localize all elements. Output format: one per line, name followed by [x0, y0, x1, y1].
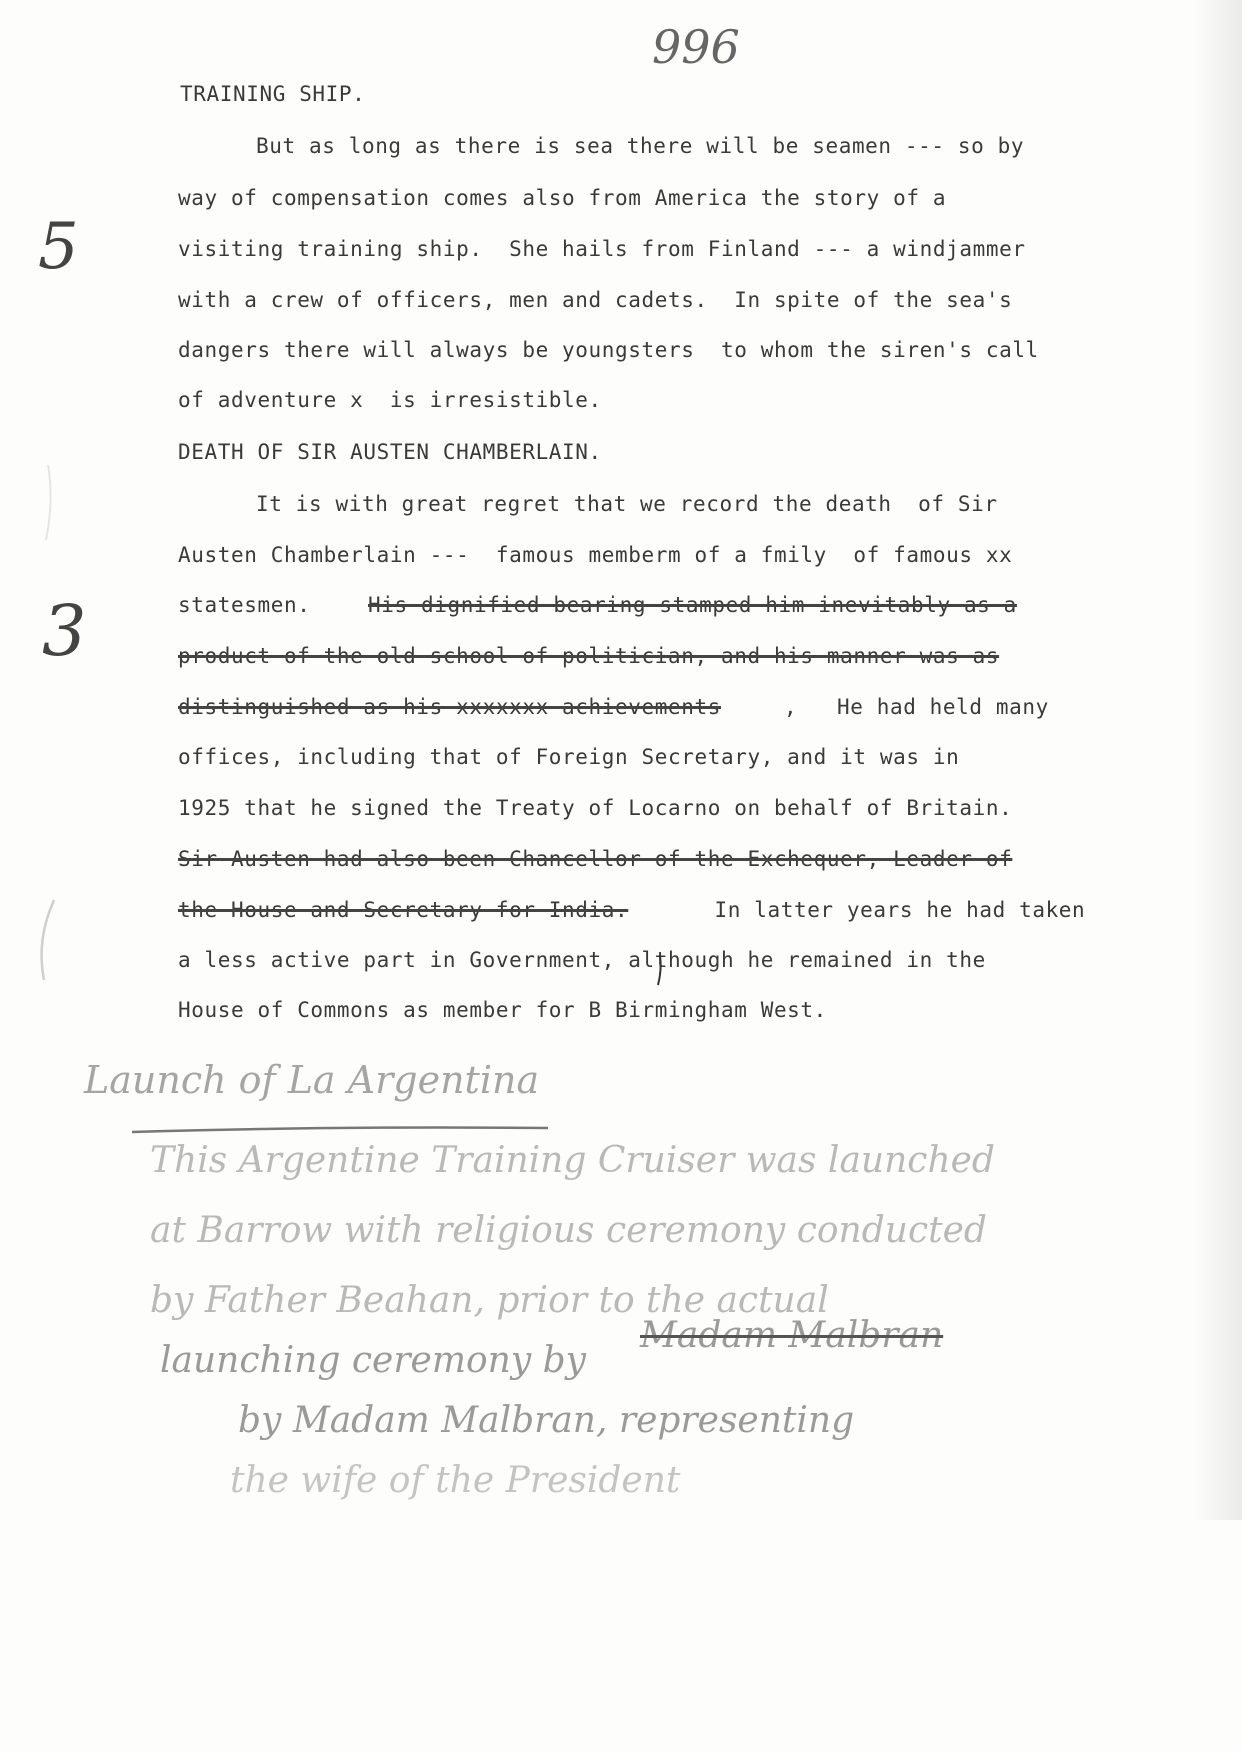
struck-text: the House and Secretary for India. [178, 898, 629, 922]
heading-training-ship: TRAINING SHIP. [180, 82, 366, 106]
typed-line: House of Commons as member for B Birmingham West. [178, 998, 827, 1022]
handwritten-struck: Madam Malbran [640, 1315, 944, 1356]
typed-line: , He had held many [784, 695, 1049, 719]
handwritten-line: This Argentine Training Cruiser was launched [150, 1140, 995, 1181]
typed-line: It is with great regret that we record the death of Sir [256, 492, 998, 516]
typed-line: with a crew of officers, men and cadets. In spite of the sea's [178, 288, 1013, 312]
handwritten-line: at Barrow with religious ceremony conducted [150, 1210, 987, 1251]
typed-line: way of compensation comes also from America the story of a [178, 186, 947, 210]
typed-line: offices, including that of Foreign Secretary, and it was in [178, 745, 960, 769]
handwritten-heading: Launch of La Argentina [84, 1058, 540, 1102]
typed-line: a less active part in Government, although he remained in the [178, 948, 986, 972]
typed-line: In latter years he had taken [688, 898, 1086, 922]
caret-mark [658, 955, 661, 985]
typed-line: Austen Chamberlain --- famous memberm of a fmily of famous xx [178, 543, 1013, 567]
typed-line: visiting training ship. She hails from Finland --- a windjammer [178, 237, 1026, 261]
handwritten-line: launching ceremony by [160, 1340, 587, 1381]
typed-line: statesmen. [178, 593, 311, 617]
margin-mark-check: 5 [38, 210, 79, 284]
handwritten-line: the wife of the President [230, 1460, 681, 1501]
page-number: 996 [652, 20, 740, 74]
handwritten-underline [132, 1128, 548, 1133]
typed-line: But as long as there is sea there will be seamen --- so by [256, 134, 1025, 158]
struck-text: product of the old school of politician, and his manner was as [178, 644, 1000, 668]
typed-line: of adventure x is irresistible. [178, 388, 602, 412]
heading-death-chamberlain: DEATH OF SIR AUSTEN CHAMBERLAIN. [178, 440, 602, 464]
margin-mark-three: 3 [42, 590, 87, 672]
handwritten-line: by Madam Malbran, representing [238, 1400, 855, 1441]
typed-line: dangers there will always be youngsters to whom the siren's call [178, 338, 1039, 362]
struck-text: distinguished as his xxxxxxx achievements [178, 695, 721, 719]
handwritten-line: by Father Beahan, prior to the actual [150, 1280, 829, 1321]
typed-line: 1925 that he signed the Treaty of Locarno on behalf of Britain. [178, 796, 1013, 820]
struck-text: His dignified bearing stamped him inevitably as a [368, 593, 1017, 617]
struck-text: Sir Austen had also been Chancellor of the Exchequer, Leader of [178, 847, 1013, 871]
margin-bracket [42, 900, 54, 980]
margin-bracket [46, 465, 51, 540]
